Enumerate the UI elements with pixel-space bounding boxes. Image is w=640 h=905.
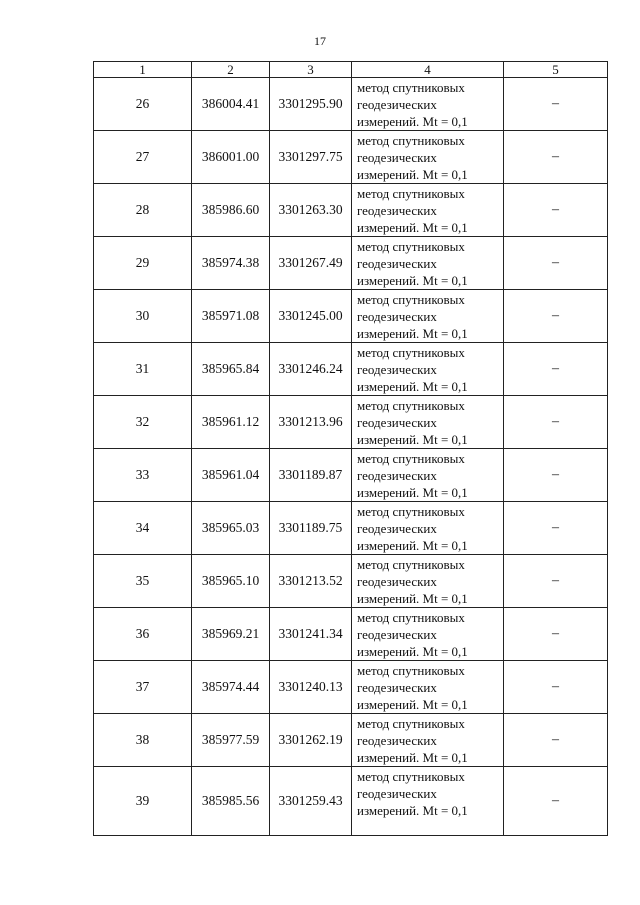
note-cell: – [504,714,608,767]
note-cell: – [504,343,608,396]
note-cell: – [504,608,608,661]
point-number-cell: 34 [94,502,192,555]
method-text-line: геодезических [357,520,437,536]
table-header [94,62,608,78]
method-cell [352,290,504,343]
method-text-line: измерений. Mt = 0,1 [357,219,468,235]
table-body [94,78,608,836]
method-text-line: измерений. Mt = 0,1 [357,803,468,818]
table-row [94,237,608,290]
note-cell: – [504,237,608,290]
coordinate-y-cell: 3301259.43 [270,767,352,836]
coordinate-y-cell: 3301213.96 [270,396,352,449]
page-number: 17 [314,34,326,48]
method-text-line: измерений. Mt = 0,1 [357,484,468,500]
table-row [94,555,608,608]
table-row [94,78,608,131]
method-text-line: метод спутниковых [357,715,465,731]
method-text-line: метод спутниковых [357,556,465,572]
method-text-line: геодезических [357,255,437,271]
method-text-line: метод спутниковых [357,344,465,360]
method-cell [352,237,504,290]
method-text-line: метод спутниковых [357,238,465,254]
method-cell [352,343,504,396]
header-col-3: 3 [270,62,352,78]
method-text-line: измерений. Mt = 0,1 [357,166,468,182]
method-cell [352,555,504,608]
note-cell: – [504,449,608,502]
coordinate-x-cell: 385969.21 [192,608,270,661]
coordinate-y-cell: 3301245.00 [270,290,352,343]
coordinate-x-cell: 385961.04 [192,449,270,502]
point-number-cell: 32 [94,396,192,449]
coordinate-y-cell: 3301267.49 [270,237,352,290]
coordinate-y-cell: 3301240.13 [270,661,352,714]
coordinate-x-cell: 385961.12 [192,396,270,449]
method-cell [352,767,504,836]
point-number-cell: 30 [94,290,192,343]
table-row [94,131,608,184]
coordinate-x-cell: 385974.44 [192,661,270,714]
method-text-line: измерений. Mt = 0,1 [357,643,468,659]
header-col-1: 1 [94,62,192,78]
coordinate-y-cell: 3301213.52 [270,555,352,608]
table-row [94,290,608,343]
method-cell [352,78,504,131]
method-text-line: метод спутниковых [357,609,465,625]
coordinate-y-cell: 3301262.19 [270,714,352,767]
coordinate-x-cell: 385965.84 [192,343,270,396]
method-cell [352,449,504,502]
coordinate-y-cell: 3301297.75 [270,131,352,184]
table-row [94,767,608,836]
method-text-line: метод спутниковых [357,662,465,678]
note-cell: – [504,396,608,449]
method-cell [352,608,504,661]
coordinate-x-cell: 386004.41 [192,78,270,131]
method-cell [352,661,504,714]
header-col-5: 5 [504,62,608,78]
coordinate-y-cell: 3301189.87 [270,449,352,502]
coordinate-x-cell: 385965.10 [192,555,270,608]
method-text-line: геодезических [357,308,437,324]
note-cell: – [504,661,608,714]
method-text-line: геодезических [357,96,437,112]
table-row [94,343,608,396]
point-number-cell: 37 [94,661,192,714]
note-cell: – [504,555,608,608]
method-text-line: геодезических [357,573,437,589]
coordinate-x-cell: 385971.08 [192,290,270,343]
coordinate-x-cell: 385985.56 [192,767,270,836]
method-text-line: геодезических [357,467,437,483]
method-text-line: измерений. Mt = 0,1 [357,325,468,341]
method-text-line: метод спутниковых [357,291,465,307]
method-text-line: измерений. Mt = 0,1 [357,749,468,765]
point-number-cell: 31 [94,343,192,396]
coordinate-y-cell: 3301246.24 [270,343,352,396]
method-text-line: метод спутниковых [357,769,465,784]
header-col-2: 2 [192,62,270,78]
note-cell: – [504,502,608,555]
coordinate-x-cell: 385965.03 [192,502,270,555]
method-text-line: геодезических [357,626,437,642]
table-row [94,396,608,449]
point-number-cell: 38 [94,714,192,767]
coordinate-x-cell: 385977.59 [192,714,270,767]
coordinate-x-cell: 385986.60 [192,184,270,237]
coordinate-y-cell: 3301189.75 [270,502,352,555]
coordinate-x-cell: 386001.00 [192,131,270,184]
method-text-line: метод спутниковых [357,397,465,413]
point-number-cell: 33 [94,449,192,502]
method-text-line: геодезических [357,732,437,748]
method-text-line: измерений. Mt = 0,1 [357,590,468,606]
note-cell: – [504,131,608,184]
method-text-line: геодезических [357,361,437,377]
point-number-cell: 28 [94,184,192,237]
table-row [94,449,608,502]
method-text-line: геодезических [357,786,437,801]
method-text-line: измерений. Mt = 0,1 [357,431,468,447]
point-number-cell: 26 [94,78,192,131]
method-cell [352,131,504,184]
method-text-line: метод спутниковых [357,503,465,519]
point-number-cell: 27 [94,131,192,184]
header-col-4: 4 [352,62,504,78]
table-row [94,714,608,767]
method-text-line: метод спутниковых [357,79,465,95]
note-cell: – [504,184,608,237]
coordinates-table [93,61,608,836]
note-cell: – [504,78,608,131]
header-row [94,62,608,78]
method-cell [352,184,504,237]
method-cell [352,396,504,449]
coordinate-y-cell: 3301241.34 [270,608,352,661]
method-text-line: метод спутниковых [357,450,465,466]
method-text-line: измерений. Mt = 0,1 [357,378,468,394]
method-text-line: геодезических [357,414,437,430]
table-row [94,502,608,555]
method-text-line: измерений. Mt = 0,1 [357,696,468,712]
method-text-line: метод спутниковых [357,132,465,148]
coordinate-x-cell: 385974.38 [192,237,270,290]
method-cell [352,714,504,767]
method-text-line: геодезических [357,679,437,695]
table-row [94,184,608,237]
method-text-line: измерений. Mt = 0,1 [357,113,468,129]
table-row [94,661,608,714]
coordinate-y-cell: 3301295.90 [270,78,352,131]
point-number-cell: 35 [94,555,192,608]
method-text-line: измерений. Mt = 0,1 [357,537,468,553]
point-number-cell: 29 [94,237,192,290]
note-cell: – [504,767,608,836]
method-text-line: измерений. Mt = 0,1 [357,272,468,288]
point-number-cell: 36 [94,608,192,661]
method-text-line: геодезических [357,149,437,165]
coordinate-y-cell: 3301263.30 [270,184,352,237]
table-row [94,608,608,661]
method-text-line: геодезических [357,202,437,218]
note-cell: – [504,290,608,343]
method-text-line: метод спутниковых [357,185,465,201]
point-number-cell: 39 [94,767,192,836]
method-cell [352,502,504,555]
